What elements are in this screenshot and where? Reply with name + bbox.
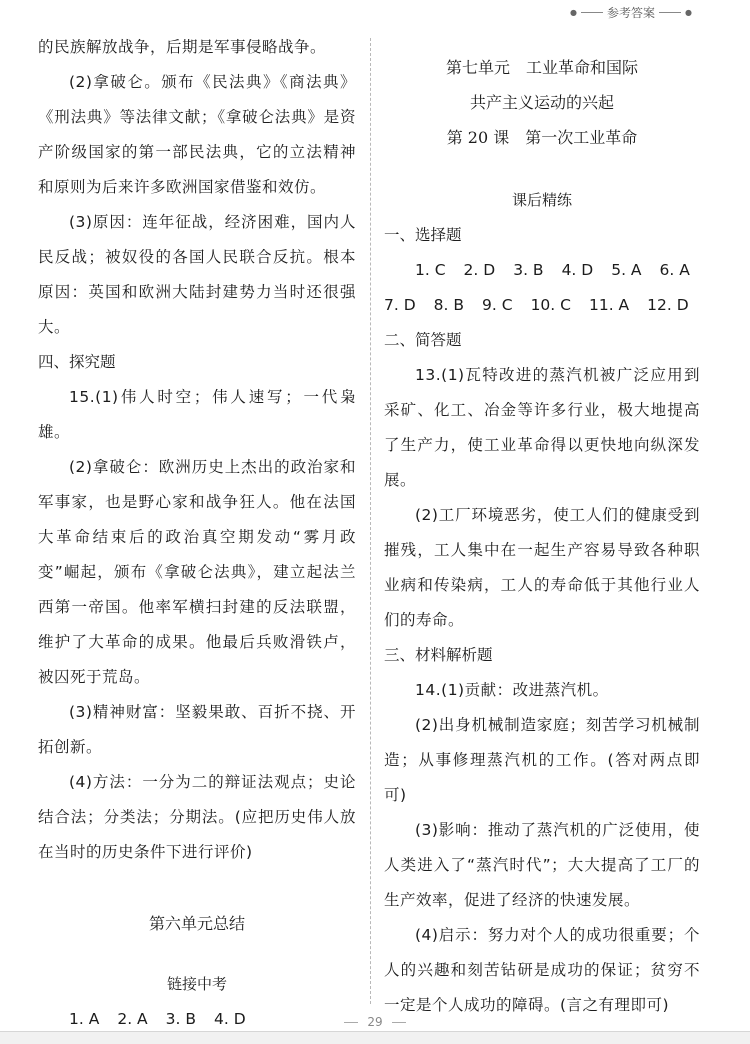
right-column	[384, 30, 700, 1023]
footer-rule-left	[344, 1022, 358, 1023]
answer-item: 3. B	[513, 261, 544, 279]
paragraph: (4)方法：一分为二的辩证法观点；史论结合法；分类法；分期法。(应把历史伟人放在当时的历史条件下进行评价)	[38, 773, 356, 861]
answer-item: 5. A	[611, 261, 642, 279]
choice-answer-row	[384, 288, 700, 323]
answer-item: 4. D	[561, 261, 594, 279]
lesson-title: 第 20 课 第一次工业革命	[446, 128, 638, 147]
answer-item: 4. D	[214, 1010, 246, 1028]
answer-item: 3. B	[165, 1010, 197, 1028]
header-rule-right	[659, 12, 681, 13]
answer-item: 2. D	[463, 261, 496, 279]
answer-item: 6. A	[659, 261, 690, 279]
choice-answer-row	[384, 253, 700, 288]
answer-item: 1. A	[69, 1010, 100, 1028]
answer-item: 10. C	[530, 296, 571, 314]
unit-title-line1: 第七单元 工业革命和国际	[445, 58, 638, 77]
paragraph: (2)拿破仑：欧洲历史上杰出的政治家和军事家，也是野心家和战争狂人。他在法国大革命结束后的政治真空期发动“雾月政变”崛起，颁布《拿破仑法典》，建立起法兰西第一帝国。他率军横扫封建的反法联盟，维护了大革命的成果。他最后兵败滑铁卢，被囚死于荒岛。	[38, 458, 356, 686]
header-label: 参考答案	[606, 5, 655, 20]
paragraph: (2)工厂环境恶劣，使工人们的健康受到摧残，工人集中在一起生产容易导致各种职业病和传染病，工人的寿命低于其他行业人们的寿命。	[384, 506, 700, 629]
section-heading: 二、简答题	[384, 331, 462, 349]
paragraph: (3)精神财富：坚毅果敢、百折不挠、开拓创新。	[38, 703, 356, 756]
answer-item: 11. A	[588, 296, 630, 314]
unit-summary-title: 第六单元总结	[148, 914, 245, 933]
answer-item: 12. D	[647, 296, 689, 314]
answer-item: 2. A	[117, 1010, 148, 1028]
paragraph: 的民族解放战争，后期是军事侵略战争。	[38, 38, 327, 56]
header-rule-left	[581, 12, 603, 13]
section-heading: 三、材料解析题	[384, 646, 493, 664]
link-exam-title: 链接中考	[166, 975, 227, 993]
answer-item: 9. C	[482, 296, 513, 314]
paragraph: (3)影响：推动了蒸汽机的广泛使用，使人类进入了“蒸汽时代”；大大提高了工厂的生产效率，促进了经济的快速发展。	[384, 821, 700, 909]
paragraph: (4)启示：努力对个人的成功很重要；个人的兴趣和刻苦钻研是成功的保证；贫穷不一定是个人成功的障碍。(言之有理即可)	[384, 926, 700, 1014]
answer-item: 1. C	[415, 261, 446, 279]
practice-title: 课后精练	[511, 191, 572, 209]
paragraph: 13.(1)瓦特改进的蒸汽机被广泛应用到采矿、化工、冶金等许多行业，极大地提高了生产力，使工业革命得以更快地向纵深发展。	[384, 366, 700, 489]
answer-item: 8. B	[433, 296, 465, 314]
paragraph: (2)拿破仑。颁布《民法典》《商法典》《刑法典》等法律文献；《拿破仑法典》是资产阶级国家的第一部民法典，它的立法精神和原则为后来许多欧洲国家借鉴和效仿。	[38, 73, 356, 196]
footer-rule-right	[392, 1022, 406, 1023]
paragraph: 15.(1)伟人时空；伟人速写；一代枭雄。	[38, 388, 356, 441]
answer-item: 7. D	[384, 296, 416, 314]
page-header	[566, 4, 696, 20]
dot-icon: ●	[685, 7, 692, 17]
section-heading: 四、探究题	[38, 353, 116, 371]
unit-title-line2: 共产主义运动的兴起	[469, 93, 614, 112]
paragraph: 14.(1)贡献：改进蒸汽机。	[415, 681, 609, 699]
dot-icon: ●	[570, 7, 577, 17]
page-bottom-band	[0, 1031, 750, 1044]
paragraph: (3)原因：连年征战，经济困难，国内人民反战；被奴役的各国人民联合反抗。根本原因：英国和欧洲大陆封建势力当时还很强大。	[38, 213, 356, 336]
paragraph: (2)出身机械制造家庭；刻苦学习机械制造；从事修理蒸汽机的工作。(答对两点即可)	[384, 716, 700, 804]
section-heading: 一、选择题	[384, 226, 462, 244]
left-column	[38, 30, 356, 1037]
page-number: 29	[367, 1015, 383, 1029]
column-divider	[370, 38, 371, 1004]
page-footer	[0, 1015, 750, 1029]
